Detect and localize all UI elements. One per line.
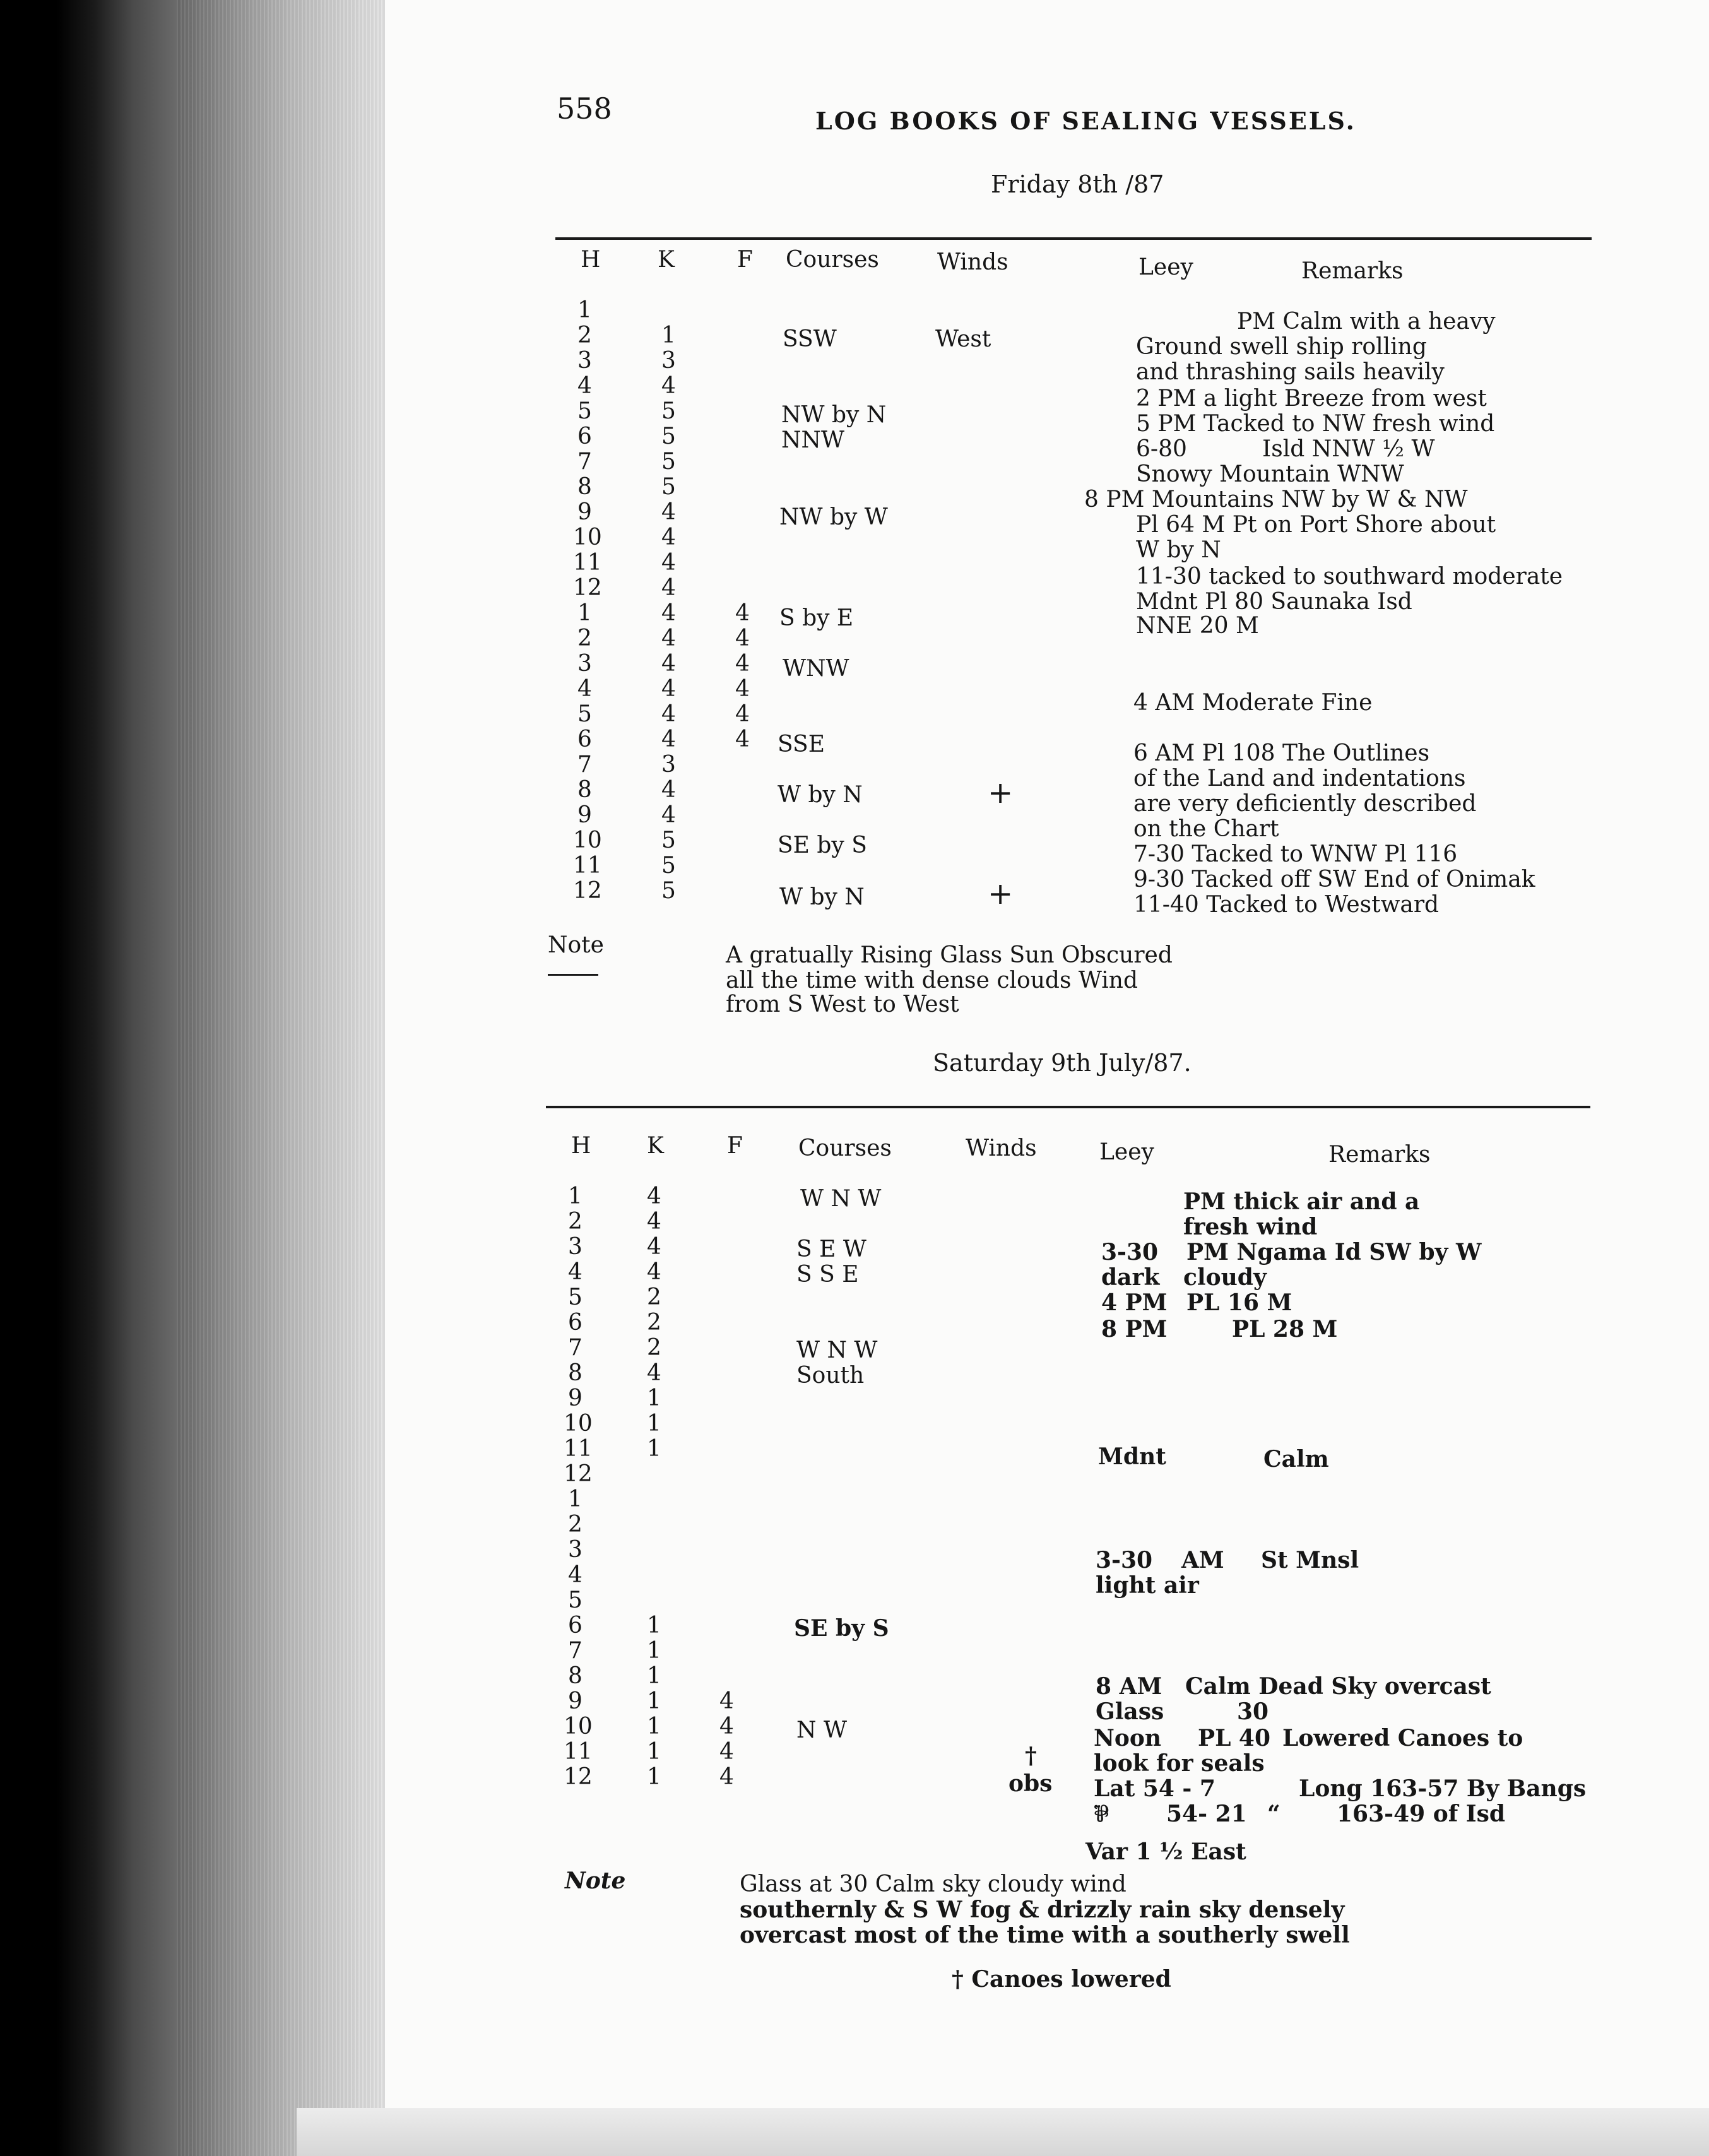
day1-fathoms: 4	[735, 726, 750, 752]
day2-remark: 54- 21	[1166, 1801, 1247, 1827]
day2-hour: 12	[564, 1764, 593, 1790]
day2-course: SE by S	[794, 1615, 889, 1642]
day1-hour: 8	[577, 777, 592, 803]
day1-hour: 7	[577, 752, 592, 778]
day2-fathoms: 4	[719, 1764, 734, 1790]
day2-hour: 10	[564, 1714, 593, 1739]
day2-knots: 1	[647, 1613, 661, 1638]
day1-hour: 6	[577, 424, 592, 449]
day2-knots: 4	[647, 1183, 661, 1209]
day2-knots: 4	[647, 1209, 661, 1235]
day2-col-f: F	[727, 1133, 743, 1159]
day1-course: SE by S	[778, 832, 867, 858]
day2-wind-dagger: †	[1025, 1743, 1037, 1769]
day1-remark: 4 AM Moderate Fine	[1133, 690, 1373, 716]
day2-hour: 1	[568, 1183, 582, 1209]
day1-knots: 4	[661, 373, 676, 399]
day2-hour: 3	[568, 1537, 582, 1563]
day2-hour: 7	[568, 1638, 582, 1664]
day1-knots: 4	[661, 651, 676, 677]
day2-remark: Glass	[1096, 1698, 1164, 1725]
day1-remark: and thrashing sails heavily	[1136, 359, 1445, 385]
day1-note-line: A gratually Rising Glass Sun Obscured	[726, 942, 1173, 968]
day1-hour: 9	[577, 802, 592, 828]
day1-knots: 5	[661, 878, 676, 904]
day2-remark: AM	[1181, 1547, 1224, 1573]
day1-hour: 10	[573, 524, 602, 550]
day2-hour: 3	[568, 1234, 582, 1260]
day2-course: N W	[796, 1717, 847, 1743]
day2-remark: Lat 54 - 7	[1094, 1775, 1215, 1802]
day1-remark: are very deficiently described	[1133, 791, 1477, 817]
day1-hour: 1	[577, 600, 592, 626]
day1-knots: 4	[661, 524, 676, 550]
day1-remark: Snowy Mountain WNW	[1136, 461, 1404, 487]
day1-knots: 5	[661, 853, 676, 879]
day1-hour: 11	[573, 550, 602, 576]
day2-hour: 8	[568, 1360, 582, 1386]
day2-col-leey: Leey	[1099, 1139, 1154, 1165]
day2-wind-obs: obs	[1008, 1770, 1053, 1797]
day1-remark: 8 PM Mountains NW by W & NW	[1084, 487, 1468, 512]
day1-knots: 3	[661, 348, 676, 374]
day2-course: W N W	[800, 1186, 882, 1212]
day2-rule	[546, 1106, 1590, 1108]
day1-col-remarks: Remarks	[1301, 258, 1404, 284]
day1-remark: 7-30 Tacked to WNW Pl 116	[1133, 841, 1458, 867]
day2-remark: 163-49 of Isd	[1337, 1801, 1506, 1827]
day2-remark: PM Ngama Id SW by W	[1186, 1239, 1482, 1265]
day1-note-line: all the time with dense clouds Wind	[726, 968, 1138, 993]
day2-hour: 10	[564, 1411, 593, 1436]
day2-note-line: Glass at 30 Calm sky cloudy wind	[740, 1871, 1127, 1897]
day2-knots: 1	[647, 1411, 661, 1436]
day2-hour: 4	[568, 1562, 582, 1588]
day1-knots: 5	[661, 449, 676, 475]
day2-remark-time: 8 PM	[1101, 1316, 1168, 1342]
day2-variation: Var 1 ½ East	[1085, 1839, 1246, 1865]
day2-course: W N W	[796, 1337, 878, 1363]
day2-hour: 9	[568, 1385, 582, 1411]
day1-hour: 5	[577, 701, 592, 727]
day2-remark: cloudy	[1183, 1264, 1267, 1291]
day2-knots: 1	[647, 1764, 661, 1790]
day1-col-courses: Courses	[786, 247, 879, 273]
day1-hour: 10	[573, 827, 602, 853]
day1-course: NNW	[781, 427, 845, 453]
day1-note-rule	[548, 974, 598, 976]
day1-hour: 6	[577, 726, 592, 752]
day2-hour: 1	[568, 1486, 582, 1512]
day1-knots: 4	[661, 499, 676, 525]
day1-remark: 2 PM a light Breeze from west	[1136, 386, 1487, 412]
day1-hour: 3	[577, 651, 592, 677]
day2-hour: 11	[564, 1739, 593, 1765]
day2-col-winds: Winds	[966, 1135, 1037, 1161]
day1-course: NW by W	[779, 504, 888, 530]
day2-remark: PM thick air and a	[1183, 1188, 1420, 1215]
day2-knots: 1	[647, 1688, 661, 1714]
day2-hour: 8	[568, 1663, 582, 1689]
day2-col-remarks: Remarks	[1328, 1142, 1431, 1168]
day2-knots: 2	[647, 1335, 661, 1361]
day1-knots: 3	[661, 752, 676, 778]
day1-knots: 4	[661, 726, 676, 752]
day2-course: S S E	[796, 1262, 859, 1288]
day1-hour: 12	[573, 878, 602, 904]
day1-knots: 1	[661, 323, 676, 348]
day2-remark: light air	[1096, 1572, 1199, 1599]
day2-remark-time: Mdnt	[1098, 1443, 1166, 1470]
day1-hour: 9	[577, 499, 592, 525]
day2-remark-ditto: “	[1267, 1801, 1280, 1827]
day1-remark: 11-30 tacked to southward moderate	[1136, 564, 1563, 589]
day1-col-leey: Leey	[1138, 254, 1193, 280]
day2-note-line: southernly & S W fog & drizzly rain sky densely	[740, 1897, 1345, 1923]
day1-course: SSE	[778, 732, 825, 757]
day1-remark: of the Land and indentations	[1133, 766, 1466, 791]
day1-knots: 4	[661, 777, 676, 803]
day2-knots: 1	[647, 1714, 661, 1739]
day2-col-k: K	[647, 1133, 664, 1159]
day2-hour: 6	[568, 1613, 582, 1638]
page-number: 558	[557, 92, 612, 126]
day1-hour: 1	[577, 297, 592, 323]
day1-remark: 6 AM Pl 108 The Outlines	[1133, 740, 1430, 766]
day2-col-courses: Courses	[798, 1135, 892, 1161]
day2-remark: fresh wind	[1183, 1214, 1318, 1240]
day2-hour: 12	[564, 1461, 593, 1487]
day2-knots: 1	[647, 1638, 661, 1664]
day1-course: W by N	[779, 884, 865, 910]
day2-fathoms: 4	[719, 1714, 734, 1739]
day1-fathoms: 4	[735, 676, 750, 702]
day2-remark-time: Noon	[1094, 1725, 1162, 1751]
day1-knots: 4	[661, 701, 676, 727]
day2-remark-time: 8 AM	[1096, 1673, 1162, 1700]
day1-fathoms: 4	[735, 651, 750, 677]
day1-fathoms: 4	[735, 625, 750, 651]
day2-remark: dark	[1101, 1264, 1160, 1291]
day1-knots: 5	[661, 827, 676, 853]
day1-remark: Pl 64 M Pt on Port Shore about	[1136, 512, 1496, 538]
day1-col-winds: Winds	[937, 249, 1008, 275]
day2-knots: 4	[647, 1360, 661, 1386]
day1-remark-time: 6-80	[1136, 436, 1187, 462]
day2-remark-time: 3-30	[1101, 1239, 1159, 1265]
day1-course: NW by N	[781, 402, 887, 428]
day1-col-h: H	[581, 247, 601, 273]
day1-hour: 8	[577, 474, 592, 500]
day1-hour: 4	[577, 373, 592, 399]
day1-note-label: Note	[548, 932, 604, 958]
day1-wind-mark: +	[988, 775, 1014, 810]
day1-knots: 4	[661, 802, 676, 828]
day1-remark: PM Calm with a heavy	[1237, 309, 1496, 335]
day2-note-line: overcast most of the time with a southerly swell	[740, 1922, 1350, 1948]
day2-course: S E W	[796, 1236, 866, 1262]
day2-fathoms: 4	[719, 1739, 734, 1765]
day2-remark: Calm	[1263, 1446, 1329, 1472]
day1-knots: 5	[661, 398, 676, 424]
day1-hour: 12	[573, 575, 602, 601]
day2-remark: Calm Dead Sky overcast	[1185, 1673, 1491, 1700]
day2-remark: look for seals	[1094, 1750, 1265, 1777]
day1-knots: 5	[661, 474, 676, 500]
day2-knots: 4	[647, 1259, 661, 1285]
day1-course: SSW	[783, 326, 837, 352]
day1-note-line: from S West to West	[726, 992, 959, 1017]
day2-fathoms: 4	[719, 1688, 734, 1714]
day2-hour: 2	[568, 1512, 582, 1537]
day1-remark: NNE 20 M	[1136, 613, 1259, 639]
day2-remark: Lowered Canoes to	[1282, 1725, 1523, 1751]
day1-wind-mark: +	[988, 876, 1014, 911]
day1-course: S by E	[779, 605, 854, 631]
day2-hour: 5	[568, 1587, 582, 1613]
day2-hour: 9	[568, 1688, 582, 1714]
day2-col-h: H	[571, 1133, 591, 1159]
day2-remark: PL 28 M	[1232, 1316, 1338, 1342]
day2-footnote: † Canoes lowered	[952, 1966, 1171, 1993]
day1-hour: 3	[577, 348, 592, 374]
day2-remark: PL 40	[1198, 1725, 1271, 1751]
day2-knots: 1	[647, 1436, 661, 1462]
day2-hour: 11	[564, 1436, 593, 1462]
day2-remark: St Mnsl	[1261, 1547, 1359, 1573]
day1-remark: Isld NNW ½ W	[1262, 436, 1435, 462]
day1-remark: 9-30 Tacked off SW End of Onimak	[1133, 867, 1535, 892]
day1-col-f: F	[737, 247, 753, 273]
day1-hour: 7	[577, 449, 592, 475]
day1-title: Friday 8th /87	[991, 170, 1164, 198]
page-edge-texture	[177, 0, 385, 2156]
day2-knots: 1	[647, 1739, 661, 1765]
day2-knots: 4	[647, 1234, 661, 1260]
day2-title: Saturday 9th July/87.	[933, 1049, 1192, 1077]
day1-remark: W by N	[1136, 537, 1221, 563]
day1-hour: 5	[577, 398, 592, 424]
day2-knots: 2	[647, 1284, 661, 1310]
day1-hour: 2	[577, 323, 592, 348]
day1-remark: 11-40 Tacked to Westward	[1133, 892, 1440, 918]
day2-knots: 1	[647, 1385, 661, 1411]
day2-hour: 6	[568, 1310, 582, 1336]
day1-fathoms: 4	[735, 701, 750, 727]
day1-course: W by N	[778, 782, 863, 808]
day1-course: WNW	[783, 656, 849, 682]
day1-col-k: K	[658, 247, 675, 273]
day1-knots: 4	[661, 625, 676, 651]
day1-remark: Ground swell ship rolling	[1136, 334, 1427, 360]
day1-knots: 4	[661, 600, 676, 626]
day2-remark: Long 163-57 By Bangs	[1299, 1775, 1587, 1802]
day1-remark: Mdnt Pl 80 Saunaka Isd	[1136, 589, 1412, 615]
day2-remark: 30	[1237, 1698, 1269, 1725]
day2-knots: 2	[647, 1310, 661, 1336]
day2-hour: 5	[568, 1284, 582, 1310]
day2-knots: 1	[647, 1663, 661, 1689]
day2-remark-symbol: ⅌	[1094, 1801, 1109, 1827]
day1-remark: on the Chart	[1133, 816, 1279, 842]
day1-wind: West	[935, 326, 991, 352]
day2-hour: 7	[568, 1335, 582, 1361]
day1-hour: 11	[573, 853, 602, 879]
day1-hour: 4	[577, 676, 592, 702]
day1-knots: 5	[661, 424, 676, 449]
day2-remark-time: 3-30	[1096, 1547, 1153, 1573]
page-bottom-shadow	[297, 2108, 1709, 2156]
day1-remark: 5 PM Tacked to NW fresh wind	[1136, 411, 1495, 437]
day2-hour: 2	[568, 1209, 582, 1235]
day2-hour: 4	[568, 1259, 582, 1285]
running-head: LOG BOOKS OF SEALING VESSELS.	[815, 107, 1356, 135]
day1-fathoms: 4	[735, 600, 750, 626]
day1-hour: 2	[577, 625, 592, 651]
day2-remark-time: 4 PM	[1101, 1289, 1168, 1316]
day1-knots: 4	[661, 676, 676, 702]
day1-rule	[555, 237, 1592, 240]
day2-remark: PL 16 M	[1186, 1289, 1292, 1316]
day2-note-label: Note	[565, 1868, 626, 1894]
day1-knots: 4	[661, 575, 676, 601]
day2-course: South	[796, 1363, 865, 1389]
day1-knots: 4	[661, 550, 676, 576]
